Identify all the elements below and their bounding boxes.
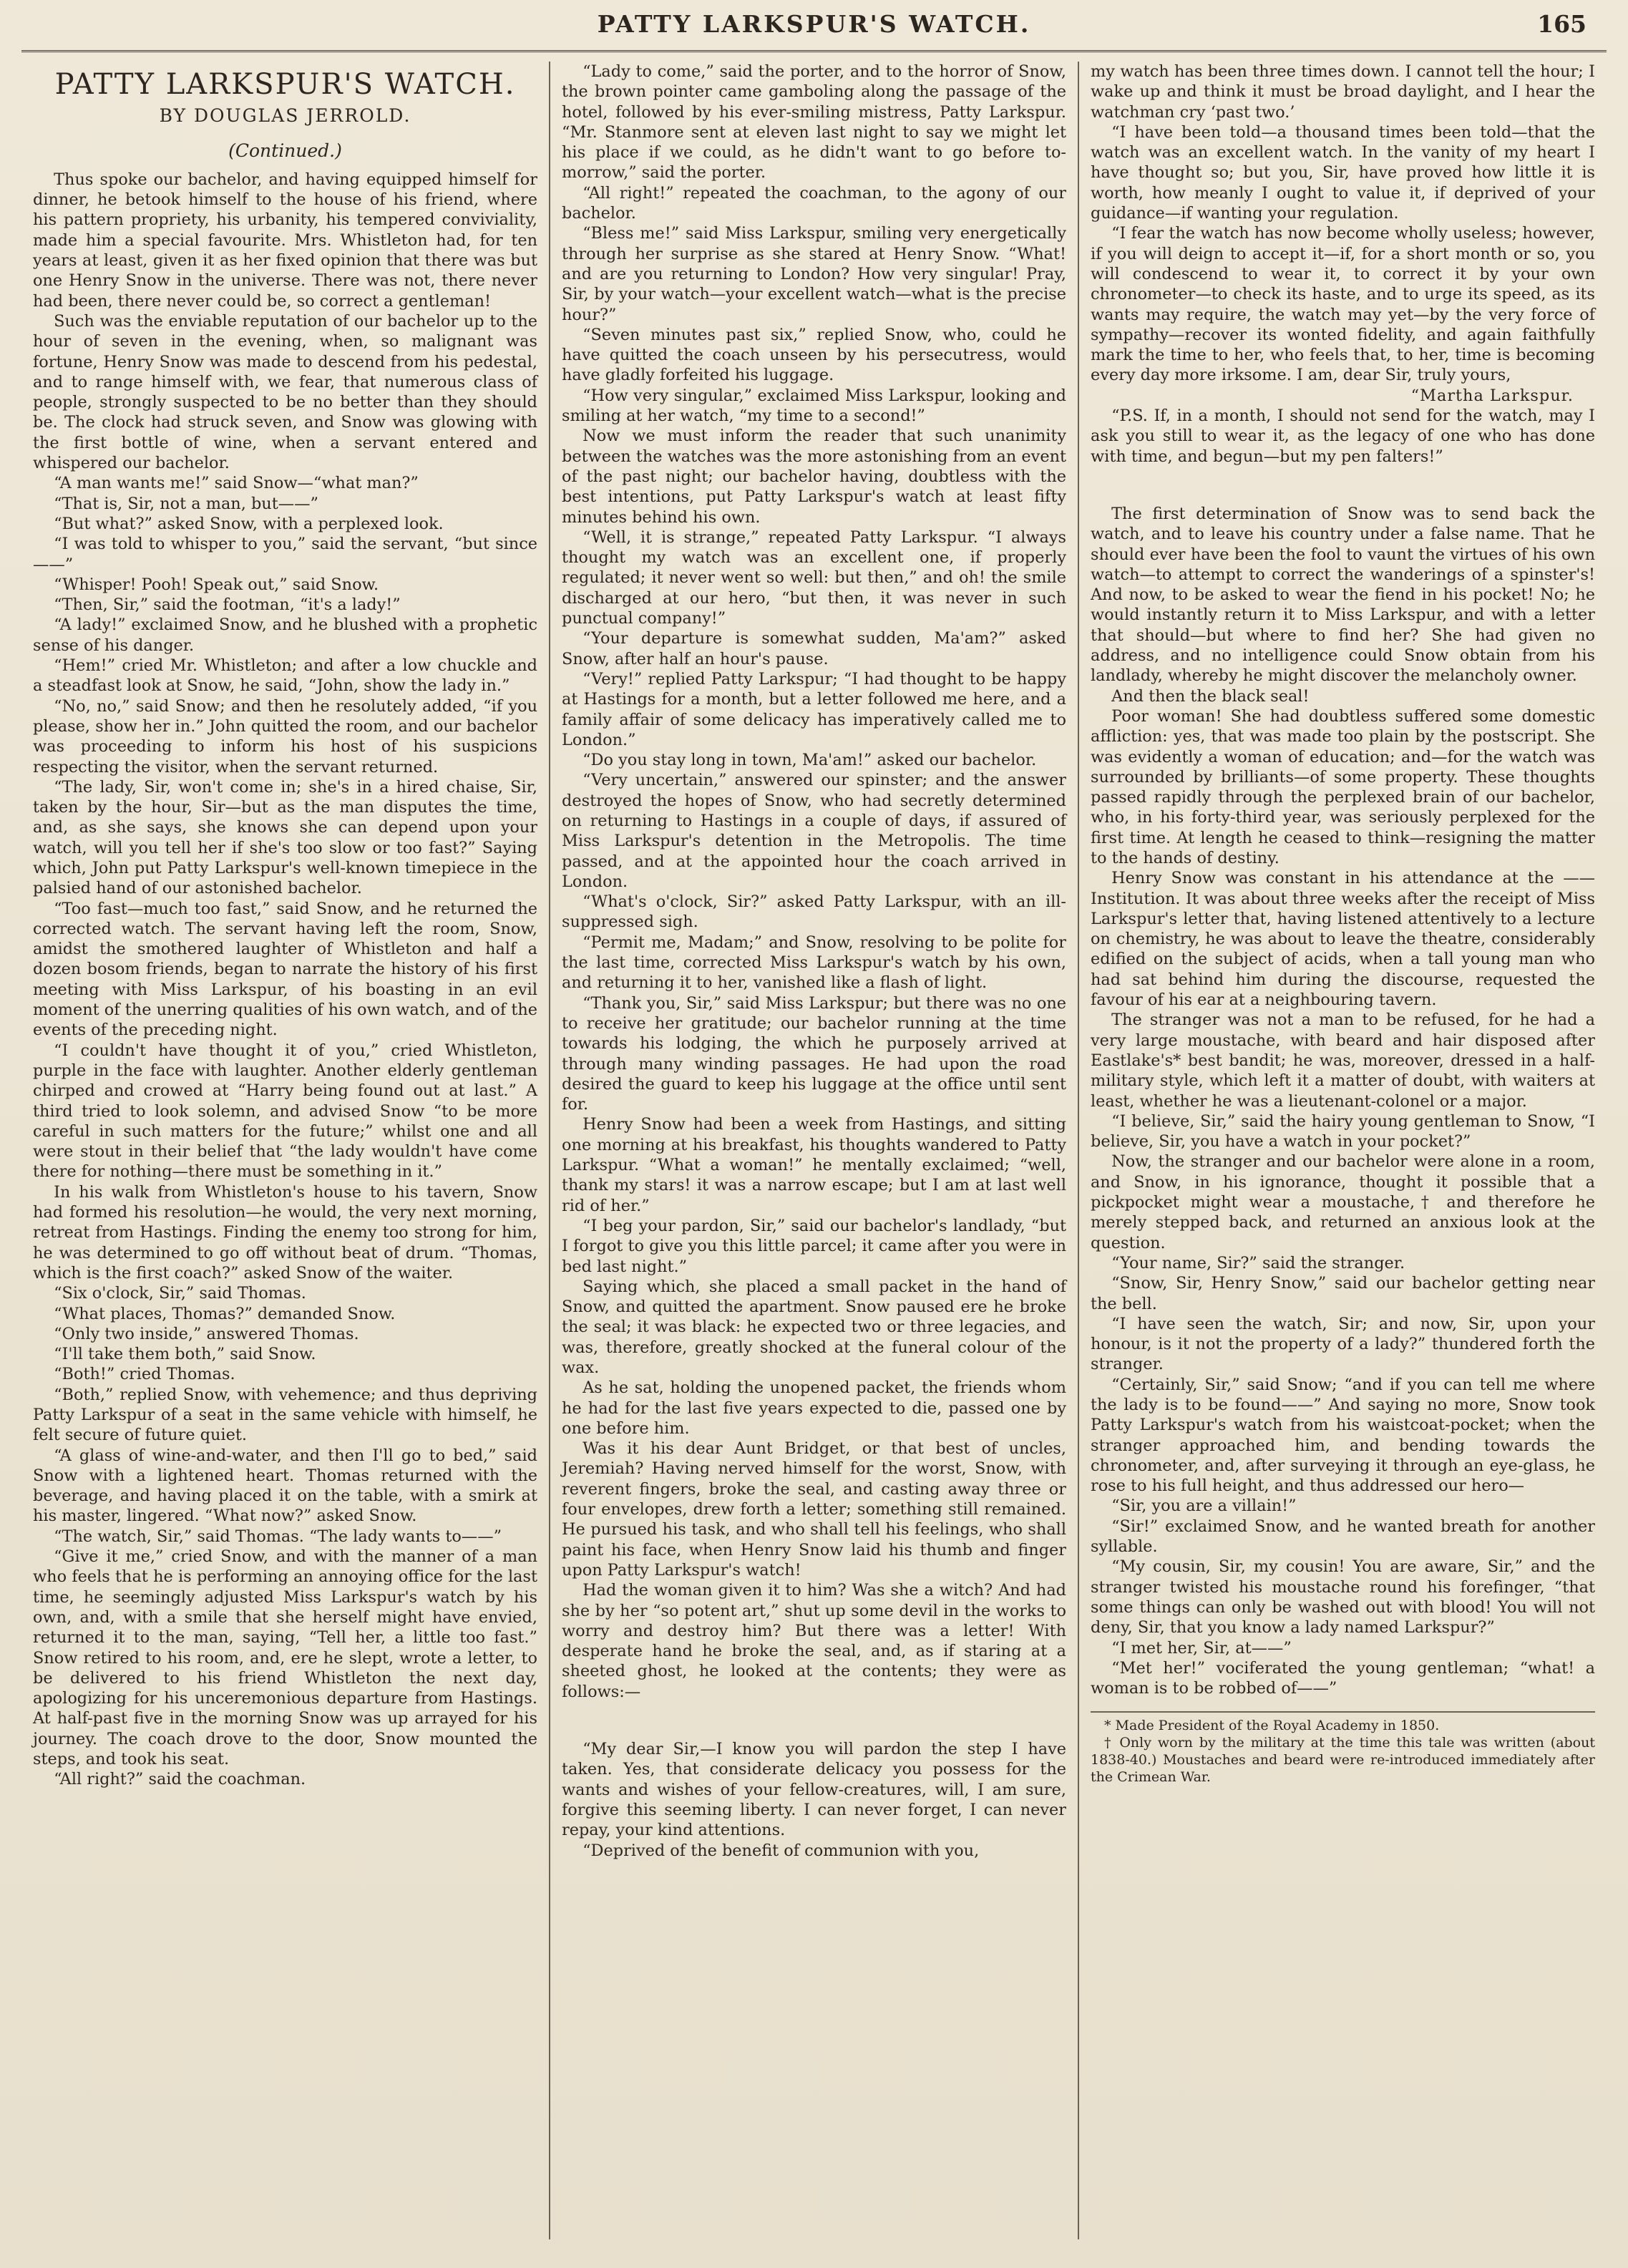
paragraph: “Do you stay long in town, Ma'am!” asked our bachelor.	[583, 751, 1037, 770]
column-3	[1078, 62, 1607, 2239]
paragraph: “Both!” cried Thomas.	[54, 1365, 235, 1384]
paragraph: Saying which, she placed a small packet in the hand of Snow, and quitted the apartment. Snow paused ere he broke the seal; it was black: he expected two or three legacies, and was, therefore, greatly shocked at the funeral colour of the wax.	[562, 1277, 1066, 1377]
paragraph: “Very!” replied Patty Larkspur; “I had thought to be happy at Hastings for a month, but a letter followed me here, and a family affair of some delicacy has imperatively called me to London.”	[562, 669, 1066, 749]
paragraph: “Lady to come,” said the porter, and to the horror of Snow, the brown pointer came gamboling along the passage of the hotel, followed by his ever-smiling mistress, Patty Larkspur. “Mr. Stanmore sent at eleven last night to say we might let his place if we could, as he didn't want to go before to-morrow,” said the porter.	[562, 62, 1066, 182]
paragraph: “I believe, Sir,” said the hairy young gentleman to Snow, “I believe, Sir, you have a watch in your pocket?”	[1091, 1111, 1595, 1152]
paragraph: “That is, Sir, not a man, but——”	[54, 494, 318, 513]
paragraph: “No, no,” said Snow; and then he resolutely added, “if you please, show her in.” John quitted the room, and our bachelor was proceeding to inform his host of his suspicions respecting the visitor, when the servant returned.	[33, 696, 537, 777]
paragraph: “Bless me!” said Miss Larkspur, smiling very energetically through her surprise as she stared at Henry Snow. “What! and are you returning to London? How very singular! Pray, Sir, by your watch—your excellent watch—what is the precise hour?”	[562, 224, 1066, 324]
paragraph: “Thank you, Sir,” said Miss Larkspur; but there was no one to receive her gratitude; our bachelor running at the time towards his lodging, the which he purposely arrived at through many winding passages. He had upon the road desired the guard to keep his luggage at the office until sent for.	[562, 993, 1066, 1114]
paragraph: “Well, it is strange,” repeated Patty Larkspur. “I always thought my watch was an excellent one, if properly regulated; it never went so well: but then,” and oh! the smile discharged at our hero, “but then, it was never in such punctual company!”	[562, 527, 1066, 628]
column-2-body	[562, 62, 1066, 1861]
paragraph: “What's o'clock, Sir?” asked Patty Larkspur, with an ill-suppressed sigh.	[562, 892, 1066, 932]
paragraph: “I fear the watch has now become wholly useless; however, if you will deign to accept it—if, for a short month or so, you will condescend to wear it, to correct it by your own chronometer—to check its haste, and to urge its speed, as its wants may require, the watch may yet—by the very force of sympathy—recover its wonted fidelity, and again faithfully mark the time to her, who feels that, to her, time is becoming every day more irksome. I am, dear Sir, truly yours,	[1091, 224, 1595, 385]
paragraph: “Your name, Sir?” said the stranger.	[1111, 1253, 1405, 1272]
page-number: 165	[1537, 10, 1586, 38]
footnote: * Made President of the Royal Academy in 1850.	[1104, 1718, 1440, 1734]
column-2	[549, 62, 1078, 2239]
paragraph: “Give it me,” cried Snow, and with the manner of a man who feels that he is performing an annoying office for the last time, he seemingly adjusted Miss Larkspur's watch by his own, and, with a smile that she herself might have envied, returned it to the man, saying, “Tell her, a little too fast.” Snow retired to his room, and, ere he slept, wrote a letter, to be delivered to his friend Whistleton the next day, apologizing for his unceremonious departure from Hastings. At half-past five in the morning Snow was up arrayed for his journey. The coach drove to the door, Snow mounted the steps, and took his seat.	[33, 1547, 537, 1769]
paragraph: “Met her!” vociferated the young gentleman; “what! a woman is to be robbed of——”	[1091, 1658, 1595, 1698]
paragraph: “Permit me, Madam;” and Snow, resolving to be polite for the last time, corrected Miss Larkspur's watch by his own, and returning it to her, vanished like a flash of light.	[562, 933, 1066, 993]
paragraph: As he sat, holding the unopened packet, the friends whom he had for the last five years expected to die, passed one by one before him.	[562, 1378, 1066, 1438]
paragraph: And then the black seal!	[1111, 686, 1310, 706]
continued-label: (Continued.)	[228, 140, 342, 161]
paragraph: “Both,” replied Snow, with vehemence; and thus depriving Patty Larkspur of a seat in the same vehicle with himself, he felt secure of future quiet.	[33, 1385, 537, 1445]
paragraph: “Sir!” exclaimed Snow, and he wanted breath for another syllable.	[1091, 1517, 1595, 1557]
paragraph: The stranger was not a man to be refused, for he had a very large moustache, with beard and hair disposed after Eastlake's* best bandit; he was, moreover, dressed in a half-military style, which left it a matter of doubt, with waiters at least, whether he was a lieutenant-colonel or a major.	[1091, 1011, 1595, 1111]
paragraph: “Whisper! Pooh! Speak out,” said Snow.	[54, 575, 379, 594]
column-1-body	[33, 170, 537, 1790]
paragraph: “How very singular,” exclaimed Miss Larkspur, looking and smiling at her watch, “my time to a second!”	[562, 386, 1066, 426]
article-title: PATTY LARKSPUR'S WATCH.	[54, 68, 516, 101]
paragraph: my watch has been three times down. I cannot tell the hour; I wake up and think it must be broad daylight, and I hear the watchman cry ‘past two.’	[1091, 62, 1595, 122]
paragraph: “I beg your pardon, Sir,” said our bachelor's landlady, “but I forgot to give you this little parcel; it came after you were in bed last night.”	[562, 1216, 1066, 1276]
paragraph: Was it his dear Aunt Bridget, or that best of uncles, Jeremiah? Having nerved himself for the worst, Snow, with reverent fingers, broke the seal, and casting away three or four envelopes, drew forth a letter; something still remained. He pursued his task, and who shall tell his feelings, who shall paint his face, when Henry Snow laid his thumb and finger upon Patty Larkspur's watch!	[562, 1439, 1066, 1580]
paragraph: “Your departure is somewhat sudden, Ma'am?” asked Snow, after half an hour's pause.	[562, 629, 1066, 668]
paragraph: “P.S. If, in a month, I should not send for the watch, may I ask you still to wear it, as the legacy of one who has done with time, and begun—but my pen falters!”	[1091, 407, 1595, 466]
paragraph: “A man wants me!” said Snow—“what man?”	[54, 474, 419, 493]
paragraph: In his walk from Whistleton's house to his tavern, Snow had formed his resolution—he would, the very next morning, retreat from Hastings. Finding the enemy too strong for him, he was determined to go off without beat of drum. “Thomas, which is the first coach?” asked Snow of the waiter.	[33, 1182, 537, 1283]
paragraph: “Too fast—much too fast,” said Snow, and he returned the corrected watch. The servant having left the room, Snow, amidst the smothered laughter of Whistleton and half a dozen bosom friends, began to narrate the history of his first meeting with Miss Larkspur, of his boasting in an evil moment of the unerring qualities of his own watch, and of the events of the preceding night.	[33, 899, 537, 1040]
paragraph: Now we must inform the reader that such unanimity between the watches was the more astonishing from an event of the past night; our bachelor having, doubtless with the best intentions, put Patty Larkspur's watch at least fifty minutes behind his own.	[562, 427, 1066, 527]
paragraph: “What places, Thomas?” demanded Snow.	[54, 1304, 396, 1323]
paragraph: “All right!” repeated the coachman, to the agony of our bachelor.	[562, 183, 1066, 223]
paragraph: “Snow, Sir, Henry Snow,” said our bachelor getting near the bell.	[1091, 1274, 1595, 1313]
column-1	[21, 62, 549, 2239]
paragraph: “My dear Sir,—I know you will pardon the step I have taken. Yes, that considerate delicacy you possess for the wants and wishes of your fellow-creatures, will, I am sure, forgive this seeming liberty. I can never forget, I can never repay, your kind attentions.	[562, 1740, 1066, 1840]
paragraph: “Seven minutes past six,” replied Snow, who, could he have quitted the coach unseen by his persecutress, would have gladly forfeited his luggage.	[562, 325, 1066, 385]
footnote: † Only worn by the military at the time this tale was written (about 1838-40.) Moustaches and beard were re-introduced immediately after the Crimean War.	[1091, 1735, 1595, 1786]
paragraph: “Sir, you are a villain!”	[1111, 1496, 1297, 1516]
paragraph: “I'll take them both,” said Snow.	[54, 1345, 316, 1364]
column-3-body	[1091, 62, 1595, 1698]
paragraph: “Six o'clock, Sir,” said Thomas.	[54, 1284, 306, 1303]
paragraph: Henry Snow was constant in his attendance at the —— Institution. It was about three weeks after the receipt of Miss Larkspur's letter that, having listened attentively to a lecture on chemistry, he was about to leave the theatre, considerably edified on the subject of acids, when a tall young man who had sat behind him during the discourse, requested the favour of his ear at a neighbouring tavern.	[1091, 869, 1595, 1010]
paragraph: Henry Snow had been a week from Hastings, and sitting one morning at his breakfast, his thoughts wandered to Patty Larkspur. “What a woman!” he mentally exclaimed; “well, thank my stars! it was a narrow escape; but I am at last well rid of her.”	[562, 1115, 1066, 1215]
paragraph: “The watch, Sir,” said Thomas. “The lady wants to——”	[54, 1527, 502, 1546]
paragraph: “Very uncertain,” answered our spinster; and the answer destroyed the hopes of Snow, who had secretly determined on returning to Hastings in a couple of days, if assured of Miss Larkspur's detention in the Metropolis. The time passed, and at the appointed hour the coach arrived in London.	[562, 771, 1066, 891]
paragraph: “My cousin, Sir, my cousin! You are aware, Sir,” and the stranger twisted his moustache round his forefinger, “that some things can only be washed out with blood! You will not deny, Sir, that you know a lady named Larkspur?”	[1091, 1557, 1595, 1637]
paragraph: “Certainly, Sir,” said Snow; “and if you can tell me where the lady is to be found——” And saying no more, Snow took Patty Larkspur's watch from his waistcoat-pocket; when the stranger approached him, and bending towards the chronometer, and, after surveying it through an eye-glass, he rose to his full height, and thus addressed our hero—	[1091, 1375, 1595, 1496]
footnotes	[1091, 1711, 1595, 1786]
text-columns	[21, 62, 1607, 2239]
paragraph: Thus spoke our bachelor, and having equipped himself for dinner, he betook himself to the house of his friend, where his pattern propriety, his urbanity, his tempered conviviality, made him a special favourite. Mrs. Whistleton had, for ten years at least, given it as her fixed opinion that there was but one Henry Snow in the universe. There was not, there never had been, there never could be, so correct a gentleman!	[33, 170, 537, 311]
letter-signature: “Martha Larkspur.	[1410, 386, 1574, 405]
paragraph: The first determination of Snow was to send back the watch, and to leave his country under a false name. That he should ever have been the fool to vaunt the virtues of his own watch—to attempt to correct the wanderings of a spinster's! And now, to be asked to wear the fiend in his pocket! No; he would instantly return it to Miss Larkspur, and with a letter that should—but where to find her? She had given no address, and no intelligence could Snow obtain from his landlady, whereby he might discover the melancholy owner.	[1091, 504, 1595, 686]
paragraph: “A lady!” exclaimed Snow, and he blushed with a prophetic sense of his danger.	[33, 615, 537, 655]
running-title: PATTY LARKSPUR'S WATCH.	[597, 10, 1031, 38]
paragraph: “I have seen the watch, Sir; and now, Sir, upon your honour, is it not the property of a lady?” thundered forth the stranger.	[1091, 1314, 1595, 1374]
paragraph: Now, the stranger and our bachelor were alone in a room, and Snow, in his ignorance, thought it possible that a pickpocket might wear a moustache,† and therefore he merely stepped back, and returned an anxious look at the question.	[1091, 1152, 1595, 1252]
paragraph: “I couldn't have thought it of you,” cried Whistleton, purple in the face with laughter. Another elderly gentleman chirped and crowed at “Harry being found out at last.” A third tried to look solemn, and advised Snow “to be more careful in such matters for the future;” whilst one and all were stout in their belief that “the lady wouldn't have come there for nothing—there must be something in it.”	[33, 1041, 537, 1182]
paragraph: Such was the enviable reputation of our bachelor up to the hour of seven in the evening, when, so malignant was fortune, Henry Snow was made to descend from his pedestal, and to range himself with, we fear, that numerous class of people, strongly suspected to be no better than they should be. The clock had struck seven, and Snow was glowing with the first bottle of wine, when a servant entered and whispered our bachelor.	[33, 311, 537, 473]
paragraph: “The lady, Sir, won't come in; she's in a hired chaise, Sir, taken by the hour, Sir—but as the man disputes the time, and, as she says, she knows she can depend upon your watch, will you tell her if she's too slow or too fast?” Saying which, John put Patty Larkspur's well-known timepiece in the palsied hand of our astonished bachelor.	[33, 777, 537, 898]
paragraph: “Hem!” cried Mr. Whistleton; and after a low chuckle and a steadfast look at Snow, he said, “John, show the lady in.”	[33, 656, 537, 696]
paragraph: “All right?” said the coachman.	[54, 1770, 306, 1789]
byline: BY DOUGLAS JERROLD.	[159, 105, 411, 127]
paragraph: Had the woman given it to him? Was she a witch? And had she by her “so potent art,” shut up some devil in the works to worry and destroy him? But there was a letter! With desperate hand he broke the seal, and, as if staring at a sheeted ghost, he looked at the contents; they were as follows:—	[562, 1581, 1066, 1701]
running-head	[21, 6, 1607, 52]
paragraph: “Deprived of the benefit of communion with you,	[583, 1841, 980, 1860]
paragraph: “Then, Sir,” said the footman, “it's a lady!”	[54, 595, 401, 615]
paragraph: Poor woman! She had doubtless suffered some domestic affliction: yes, that was made too plain by the postscript. She was evidently a woman of education; and—for the watch was surrounded by brilliants—of some property. These thoughts passed rapidly through the perplexed brain of our bachelor, who, in his forty-third year, was seriously perplexed for the first time. At length he ceased to think—resigning the matter to the hands of destiny.	[1091, 706, 1595, 867]
paragraph: “I was told to whisper to you,” said the servant, “but since——”	[33, 535, 537, 574]
paragraph: “Only two inside,” answered Thomas.	[54, 1324, 359, 1343]
paragraph: “I met her, Sir, at——”	[1111, 1638, 1292, 1658]
paragraph: “But what?” asked Snow, with a perplexed look.	[54, 514, 444, 533]
paragraph: “I have been told—a thousand times been told—that the watch was an excellent watch. In the vanity of my heart I have thought so; but you, Sir, have proved how little it is worth, how meanly I ought to value it, if deprived of your guidance—if wanting your regulation.	[1091, 122, 1595, 223]
paragraph: “A glass of wine-and-water, and then I'll go to bed,” said Snow with a lightened heart. Thomas returned with the beverage, and having placed it on the table, with a smirk at his master, lingered. “What now?” asked Snow.	[33, 1446, 537, 1526]
